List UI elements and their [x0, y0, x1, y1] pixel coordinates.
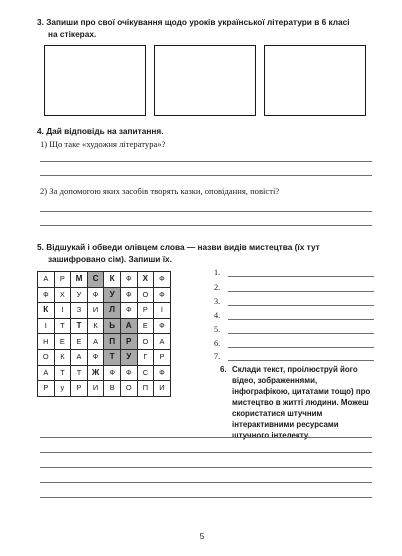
grid-cell[interactable]: У — [120, 349, 137, 365]
grid-cell[interactable]: В — [104, 381, 121, 397]
answer-number: 4. — [214, 311, 221, 320]
grid-row — [38, 272, 171, 288]
grid-cell[interactable]: Т — [71, 318, 88, 334]
word-answer-3[interactable] — [214, 297, 374, 308]
grid-cell[interactable]: Ж — [87, 365, 104, 381]
grid-cell[interactable]: Т — [104, 349, 121, 365]
grid-cell[interactable]: З — [71, 303, 88, 319]
grid-cell[interactable]: У — [71, 287, 88, 303]
grid-row — [38, 349, 171, 365]
grid-cell[interactable]: Ф — [104, 365, 121, 381]
answer-line[interactable] — [40, 161, 372, 162]
grid-row — [38, 381, 171, 397]
grid-cell[interactable]: Р — [38, 381, 55, 397]
grid-cell[interactable]: О — [137, 287, 154, 303]
grid-cell[interactable]: Р — [120, 334, 137, 350]
grid-cell[interactable]: Т — [54, 365, 71, 381]
grid-cell[interactable]: у — [54, 381, 71, 397]
answer-line[interactable] — [40, 211, 372, 212]
word-search-grid — [37, 271, 171, 397]
grid-row — [38, 303, 171, 319]
grid-cell[interactable]: Ф — [120, 303, 137, 319]
grid-cell[interactable]: Р — [54, 272, 71, 288]
grid-cell[interactable]: С — [137, 365, 154, 381]
answer-number: 2. — [214, 283, 221, 292]
grid-cell[interactable]: І — [154, 303, 171, 319]
grid-cell[interactable]: Ф — [87, 287, 104, 303]
grid-cell[interactable]: Ф — [154, 365, 171, 381]
answer-number: 3. — [214, 297, 221, 306]
grid-cell[interactable]: Р — [154, 349, 171, 365]
word-answer-1[interactable] — [214, 268, 374, 279]
grid-cell[interactable]: И — [87, 381, 104, 397]
grid-cell[interactable]: Х — [137, 272, 154, 288]
grid-row — [38, 318, 171, 334]
grid-cell[interactable]: Е — [54, 334, 71, 350]
grid-cell[interactable]: О — [120, 381, 137, 397]
grid-cell[interactable]: А — [38, 272, 55, 288]
grid-cell[interactable]: Г — [137, 349, 154, 365]
grid-cell[interactable]: Ф — [154, 318, 171, 334]
sticker-box-1[interactable] — [44, 45, 146, 116]
grid-cell[interactable]: К — [38, 303, 55, 319]
grid-cell[interactable]: П — [137, 381, 154, 397]
writing-line[interactable] — [40, 467, 372, 468]
grid-row — [38, 334, 171, 350]
grid-cell[interactable]: Ф — [38, 287, 55, 303]
task-3-title-line-2: на стікерах. — [48, 28, 97, 39]
word-answer-2[interactable] — [214, 283, 374, 294]
grid-row — [38, 365, 171, 381]
writing-line[interactable] — [40, 437, 372, 438]
task-3-title-line-1: 3. Запиши про свої очікування щодо уроків української літератури в 6 класі — [37, 17, 350, 27]
grid-cell[interactable]: Р — [137, 303, 154, 319]
writing-line[interactable] — [40, 482, 372, 483]
grid-cell[interactable]: И — [154, 381, 171, 397]
grid-cell[interactable]: А — [154, 334, 171, 350]
grid-cell[interactable]: М — [71, 272, 88, 288]
grid-cell[interactable]: Л — [104, 303, 121, 319]
answer-number: 7. — [214, 352, 221, 361]
task-6-text: Склади текст, проілюструй його відео, зображеннями, інфографікою, цитатами тощо) про мистецтво в житті людини. Можеш скористатися штучним інтерактивними ресурсами штучного інтелекту. — [232, 365, 371, 440]
grid-cell[interactable]: Н — [38, 334, 55, 350]
writing-line[interactable] — [40, 497, 372, 498]
answer-line[interactable] — [40, 175, 372, 176]
grid-cell[interactable]: Т — [71, 365, 88, 381]
writing-line[interactable] — [40, 452, 372, 453]
grid-cell[interactable]: Е — [71, 334, 88, 350]
grid-cell[interactable]: И — [87, 303, 104, 319]
grid-cell[interactable]: А — [38, 365, 55, 381]
grid-cell[interactable]: С — [87, 272, 104, 288]
grid-cell[interactable]: І — [54, 303, 71, 319]
task-4-question-1: 1) Що таке «художня література»? — [40, 139, 166, 149]
task-5-title-line-2: зашифровано сім). Запиши їх. — [48, 253, 172, 264]
task-5-title — [37, 242, 382, 265]
answer-line[interactable] — [40, 225, 372, 226]
grid-cell[interactable]: А — [120, 318, 137, 334]
grid-cell[interactable]: Ф — [87, 349, 104, 365]
word-answer-4[interactable] — [214, 311, 374, 322]
sticker-box-3[interactable] — [264, 45, 366, 116]
grid-cell[interactable]: Ф — [154, 272, 171, 288]
task-3-title — [37, 17, 382, 40]
grid-cell[interactable]: Ф — [120, 272, 137, 288]
grid-cell[interactable]: О — [137, 334, 154, 350]
grid-cell[interactable]: К — [104, 272, 121, 288]
task-5-title-line-1: 5. Відшукай і обведи олівцем слова — назви видів мистецтва (їх тут — [37, 242, 320, 252]
grid-cell[interactable]: І — [38, 318, 55, 334]
grid-cell[interactable]: Р — [71, 381, 88, 397]
grid-cell[interactable]: А — [87, 334, 104, 350]
word-answer-6[interactable] — [214, 339, 374, 350]
grid-cell[interactable]: О — [38, 349, 55, 365]
task-4-title: 4. Дай відповідь на запитання. — [37, 126, 164, 136]
grid-cell[interactable]: Ф — [120, 287, 137, 303]
task-6-number: 6. — [220, 365, 227, 374]
word-answer-7[interactable] — [214, 352, 374, 363]
grid-cell[interactable]: Х — [54, 287, 71, 303]
sticker-box-2[interactable] — [154, 45, 256, 116]
grid-cell[interactable]: Ь — [104, 318, 121, 334]
grid-cell[interactable]: Т — [54, 318, 71, 334]
grid-cell[interactable]: Ф — [154, 287, 171, 303]
grid-cell[interactable]: П — [104, 334, 121, 350]
grid-cell[interactable]: К — [54, 349, 71, 365]
answer-number: 5. — [214, 325, 221, 334]
page-number: 5 — [199, 532, 205, 541]
grid-row — [38, 287, 171, 303]
grid-cell[interactable]: К — [87, 318, 104, 334]
grid-cell[interactable]: Е — [137, 318, 154, 334]
word-answer-5[interactable] — [214, 325, 374, 336]
grid-cell[interactable]: Ф — [120, 365, 137, 381]
grid-cell[interactable]: У — [104, 287, 121, 303]
answer-number: 1. — [214, 268, 221, 277]
grid-cell[interactable]: А — [71, 349, 88, 365]
task-4-question-2: 2) За допомогою яких засобів творять казки, оповідання, повісті? — [40, 186, 280, 196]
answer-number: 6. — [214, 339, 221, 348]
